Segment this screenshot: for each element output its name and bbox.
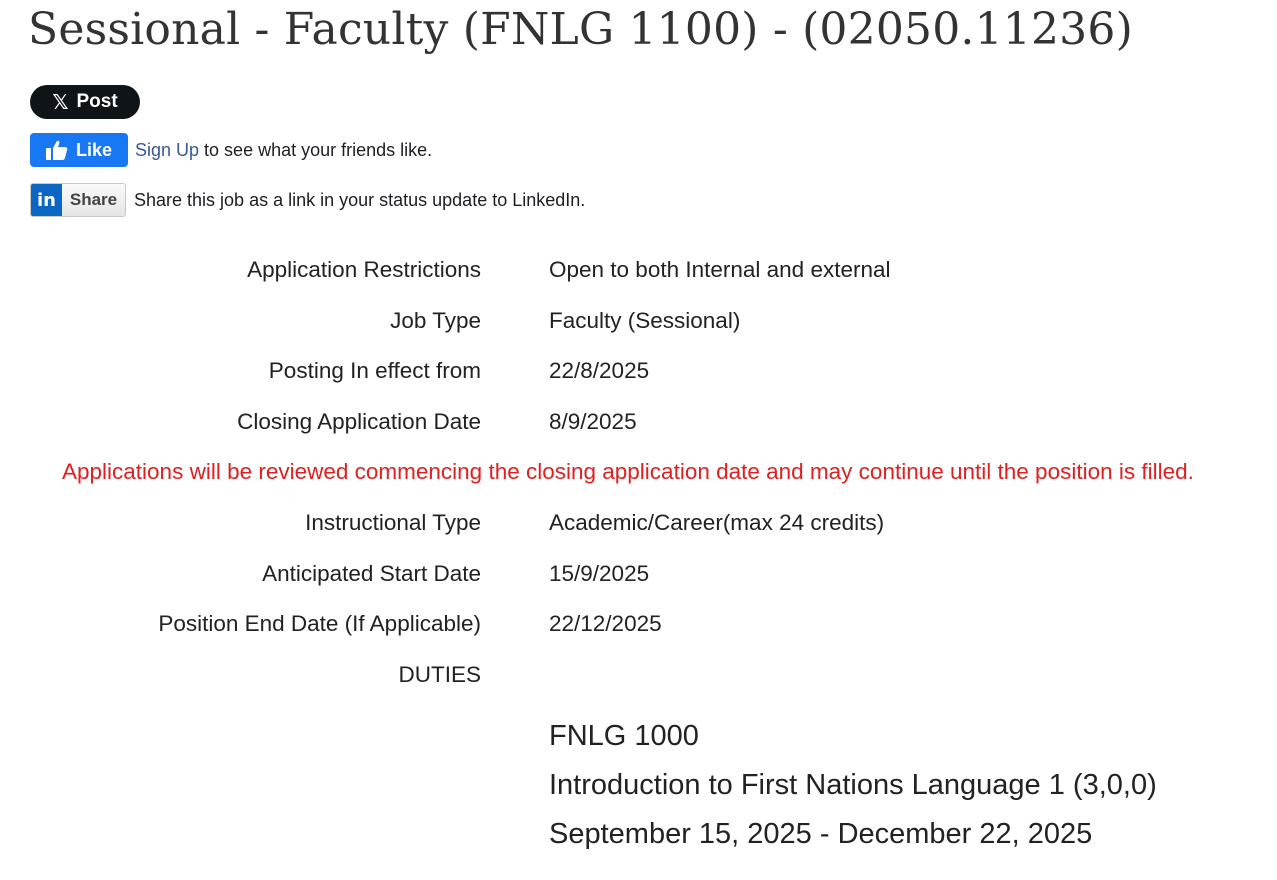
facebook-like-row	[30, 133, 432, 167]
linkedin-share-row	[30, 183, 585, 217]
x-post-button[interactable]	[30, 85, 140, 119]
detail-row-posting-from	[0, 348, 1277, 399]
thumbs-up-icon	[46, 140, 68, 160]
facebook-like-button[interactable]	[30, 133, 128, 167]
detail-row-instructional-type	[0, 500, 1277, 551]
linkedin-share-label: Share	[62, 184, 125, 216]
x-logo-icon: 𝕏	[52, 90, 69, 114]
facebook-like-text: to see what your friends like.	[204, 139, 433, 160]
detail-label: Position End Date (If Applicable)	[158, 611, 481, 637]
page-title: Sessional - Faculty (FNLG 1100) - (02050.11236)	[28, 4, 1133, 55]
facebook-signup-link[interactable]: Sign Up	[135, 139, 200, 160]
detail-value: 15/9/2025	[549, 560, 650, 586]
duties-content	[549, 712, 1157, 859]
linkedin-share-button[interactable]	[30, 183, 126, 217]
detail-row-duties	[0, 652, 1277, 703]
detail-label: Anticipated Start Date	[262, 560, 481, 586]
detail-label: Closing Application Date	[237, 408, 481, 434]
course-dates: September 15, 2025 - December 22, 2025	[549, 818, 1093, 850]
detail-label: Posting In effect from	[268, 358, 481, 384]
detail-value: Faculty (Sessional)	[549, 307, 741, 333]
detail-row-start-date	[0, 551, 1277, 602]
detail-row-job-type	[0, 298, 1277, 349]
review-notice-text: Applications will be reviewed commencing the closing application date and may continue until the position is filled.	[62, 459, 1194, 485]
detail-value: Open to both Internal and external	[549, 257, 891, 282]
course-title: Introduction to First Nations Language 1 (3,0,0)	[549, 769, 1157, 801]
detail-label: Application Restrictions	[247, 257, 481, 282]
facebook-like-label: Like	[75, 139, 113, 160]
detail-label: Job Type	[390, 307, 481, 333]
detail-row-end-date	[0, 601, 1277, 652]
linkedin-logo-icon: in	[31, 184, 62, 216]
course-code: FNLG 1000	[549, 720, 699, 752]
detail-row-application-restrictions	[0, 247, 1277, 298]
detail-value: 22/8/2025	[549, 358, 650, 384]
detail-value: 22/12/2025	[549, 611, 662, 637]
review-notice	[0, 449, 1277, 500]
detail-value: Academic/Career(max 24 credits)	[549, 509, 885, 535]
linkedin-share-text: Share this job as a link in your status update to LinkedIn.	[134, 189, 586, 210]
detail-row-closing-date	[0, 399, 1277, 450]
job-details	[0, 247, 1277, 702]
detail-label: Instructional Type	[305, 509, 481, 535]
detail-value: 8/9/2025	[549, 408, 637, 434]
x-post-label: Post	[76, 91, 118, 112]
duties-label: DUTIES	[398, 661, 481, 687]
